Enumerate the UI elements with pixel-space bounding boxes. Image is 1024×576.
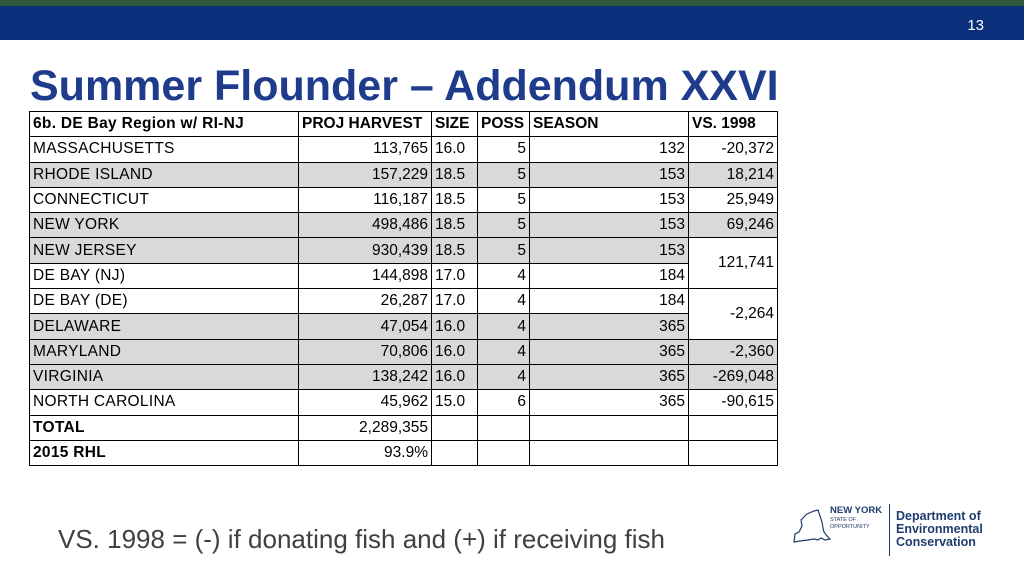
poss-cell: 5 <box>478 213 530 238</box>
header-proj-harvest: PROJ HARVEST <box>299 112 432 137</box>
ny-logo-subtitle <box>830 517 870 530</box>
size-cell: 18.5 <box>432 187 478 212</box>
poss-cell: 5 <box>478 187 530 212</box>
agency-name <box>896 510 983 549</box>
state-cell: CONNECTICUT <box>30 187 299 212</box>
vs1998-cell: -90,615 <box>689 390 778 415</box>
total-value: 2,289,355 <box>299 415 432 440</box>
size-cell: 18.5 <box>432 162 478 187</box>
table-row <box>30 137 778 162</box>
nysdec-logo <box>788 500 988 560</box>
size-cell: 17.0 <box>432 289 478 314</box>
total-row <box>30 415 778 440</box>
poss-cell: 5 <box>478 238 530 263</box>
vs1998-cell: 121,741 <box>689 238 778 289</box>
vs1998-cell: 69,246 <box>689 213 778 238</box>
rhl-label: 2015 RHL <box>30 440 299 465</box>
size-cell: 17.0 <box>432 263 478 288</box>
size-cell: 18.5 <box>432 213 478 238</box>
season-cell: 132 <box>530 137 689 162</box>
vs1998-cell: -269,048 <box>689 364 778 389</box>
poss-cell: 5 <box>478 162 530 187</box>
table-row <box>30 238 778 263</box>
season-cell: 153 <box>530 213 689 238</box>
empty-cell <box>478 415 530 440</box>
harvest-table <box>29 111 778 466</box>
season-cell: 184 <box>530 289 689 314</box>
season-cell: 153 <box>530 162 689 187</box>
rhl-row <box>30 440 778 465</box>
size-cell: 16.0 <box>432 364 478 389</box>
season-cell: 365 <box>530 364 689 389</box>
top-header-band <box>0 6 1024 40</box>
empty-cell <box>530 415 689 440</box>
harvest-cell: 45,962 <box>299 390 432 415</box>
table-row <box>30 289 778 314</box>
header-size: SIZE <box>432 112 478 137</box>
harvest-cell: 116,187 <box>299 187 432 212</box>
poss-cell: 6 <box>478 390 530 415</box>
vs1998-cell: -2,360 <box>689 339 778 364</box>
agency-line-1: Department of <box>896 509 981 523</box>
ny-logo-sub-line-1: STATE OF <box>830 517 857 523</box>
ny-logo-title: NEW YORK <box>830 505 883 516</box>
season-cell: 153 <box>530 238 689 263</box>
table-row <box>30 339 778 364</box>
season-cell: 184 <box>530 263 689 288</box>
state-cell: DELAWARE <box>30 314 299 339</box>
size-cell: 16.0 <box>432 339 478 364</box>
poss-cell: 4 <box>478 314 530 339</box>
new-york-state-map-icon <box>788 506 832 546</box>
poss-cell: 4 <box>478 364 530 389</box>
size-cell: 15.0 <box>432 390 478 415</box>
state-cell: RHODE ISLAND <box>30 162 299 187</box>
size-cell: 18.5 <box>432 238 478 263</box>
agency-line-3: Conservation <box>896 535 976 549</box>
header-vs-1998: VS. 1998 <box>689 112 778 137</box>
total-label: TOTAL <box>30 415 299 440</box>
state-cell: NEW JERSEY <box>30 238 299 263</box>
harvest-cell: 26,287 <box>299 289 432 314</box>
header-region: 6b. DE Bay Region w/ RI-NJ <box>30 112 299 137</box>
table-row <box>30 213 778 238</box>
state-cell: MARYLAND <box>30 339 299 364</box>
empty-cell <box>689 440 778 465</box>
season-cell: 153 <box>530 187 689 212</box>
harvest-cell: 157,229 <box>299 162 432 187</box>
table-row <box>30 187 778 212</box>
size-cell: 16.0 <box>432 137 478 162</box>
slide-title: Summer Flounder – Addendum XXVI <box>30 62 779 110</box>
logo-divider <box>889 504 890 556</box>
empty-cell <box>689 415 778 440</box>
harvest-cell: 144,898 <box>299 263 432 288</box>
vs1998-cell: 18,214 <box>689 162 778 187</box>
state-cell: NEW YORK <box>30 213 299 238</box>
rhl-value: 93.9% <box>299 440 432 465</box>
season-cell: 365 <box>530 390 689 415</box>
table-row <box>30 263 778 288</box>
empty-cell <box>478 440 530 465</box>
table-header-row <box>30 112 778 137</box>
season-cell: 365 <box>530 314 689 339</box>
poss-cell: 5 <box>478 137 530 162</box>
slide-number: 13 <box>967 17 984 34</box>
season-cell: 365 <box>530 339 689 364</box>
harvest-cell: 70,806 <box>299 339 432 364</box>
size-cell: 16.0 <box>432 314 478 339</box>
state-cell: VIRGINIA <box>30 364 299 389</box>
state-cell: DE BAY (DE) <box>30 289 299 314</box>
poss-cell: 4 <box>478 289 530 314</box>
ny-logo-sub-line-2: OPPORTUNITY <box>830 523 870 530</box>
agency-line-2: Environmental <box>896 522 983 536</box>
vs1998-cell: -20,372 <box>689 137 778 162</box>
header-poss: POSS <box>478 112 530 137</box>
state-cell: MASSACHUSETTS <box>30 137 299 162</box>
table-row <box>30 162 778 187</box>
harvest-cell: 138,242 <box>299 364 432 389</box>
state-cell: NORTH CAROLINA <box>30 390 299 415</box>
poss-cell: 4 <box>478 339 530 364</box>
table-row <box>30 314 778 339</box>
table-row <box>30 390 778 415</box>
empty-cell <box>432 415 478 440</box>
vs1998-cell: 25,949 <box>689 187 778 212</box>
empty-cell <box>432 440 478 465</box>
state-cell: DE BAY (NJ) <box>30 263 299 288</box>
vs1998-cell: -2,264 <box>689 289 778 340</box>
harvest-cell: 47,054 <box>299 314 432 339</box>
harvest-cell: 113,765 <box>299 137 432 162</box>
harvest-cell: 498,486 <box>299 213 432 238</box>
footnote: VS. 1998 = (-) if donating fish and (+) if receiving fish <box>58 524 665 554</box>
table-row <box>30 364 778 389</box>
poss-cell: 4 <box>478 263 530 288</box>
header-season: SEASON <box>530 112 689 137</box>
empty-cell <box>530 440 689 465</box>
harvest-cell: 930,439 <box>299 238 432 263</box>
